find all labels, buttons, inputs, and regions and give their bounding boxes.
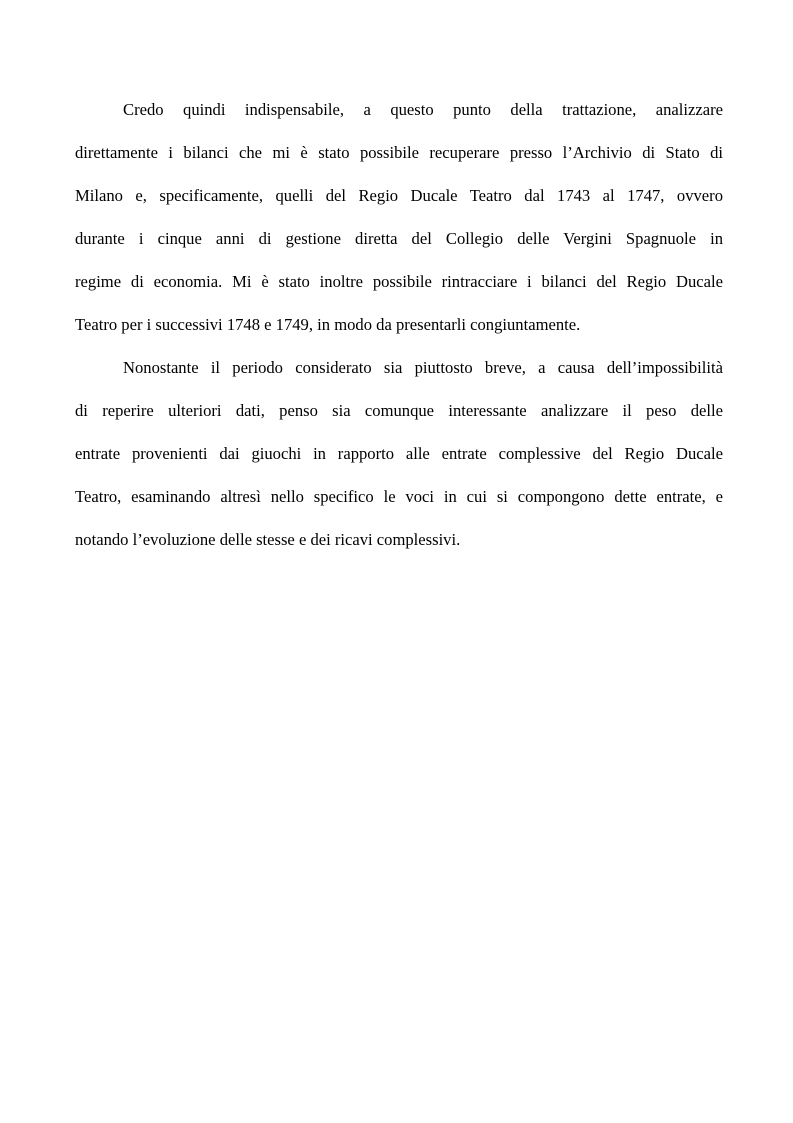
paragraph-line: Nonostante il periodo considerato sia piuttosto breve, a causa dell’impossibilità: [123, 358, 723, 377]
paragraph-line: regime di economia. Mi è stato inoltre possibile rintracciare i bilanci del Regio Ducale: [75, 272, 723, 291]
paragraph-1: [75, 88, 723, 346]
paragraph-line: notando l’evoluzione delle stesse e dei ricavi complessivi.: [75, 530, 461, 549]
paragraph-line: Teatro, esaminando altresì nello specifico le voci in cui si compongono dette entrate, e: [75, 487, 723, 506]
paragraph-line: Milano e, specificamente, quelli del Regio Ducale Teatro dal 1743 al 1747, ovvero: [75, 186, 723, 205]
paragraph-line: entrate provenienti dai giuochi in rapporto alle entrate complessive del Regio Ducale: [75, 444, 723, 463]
paragraph-line: durante i cinque anni di gestione diretta del Collegio delle Vergini Spagnuole in: [75, 229, 723, 248]
paragraph-line: direttamente i bilanci che mi è stato possibile recuperare presso l’Archivio di Stato di: [75, 143, 723, 162]
paragraph-2: [75, 346, 723, 561]
paragraph-line: Credo quindi indispensabile, a questo punto della trattazione, analizzare: [123, 100, 723, 119]
paragraph-line: di reperire ulteriori dati, penso sia comunque interessante analizzare il peso delle: [75, 401, 723, 420]
paragraph-line: Teatro per i successivi 1748 e 1749, in modo da presentarli congiuntamente.: [75, 315, 581, 334]
body-text: [75, 88, 723, 561]
